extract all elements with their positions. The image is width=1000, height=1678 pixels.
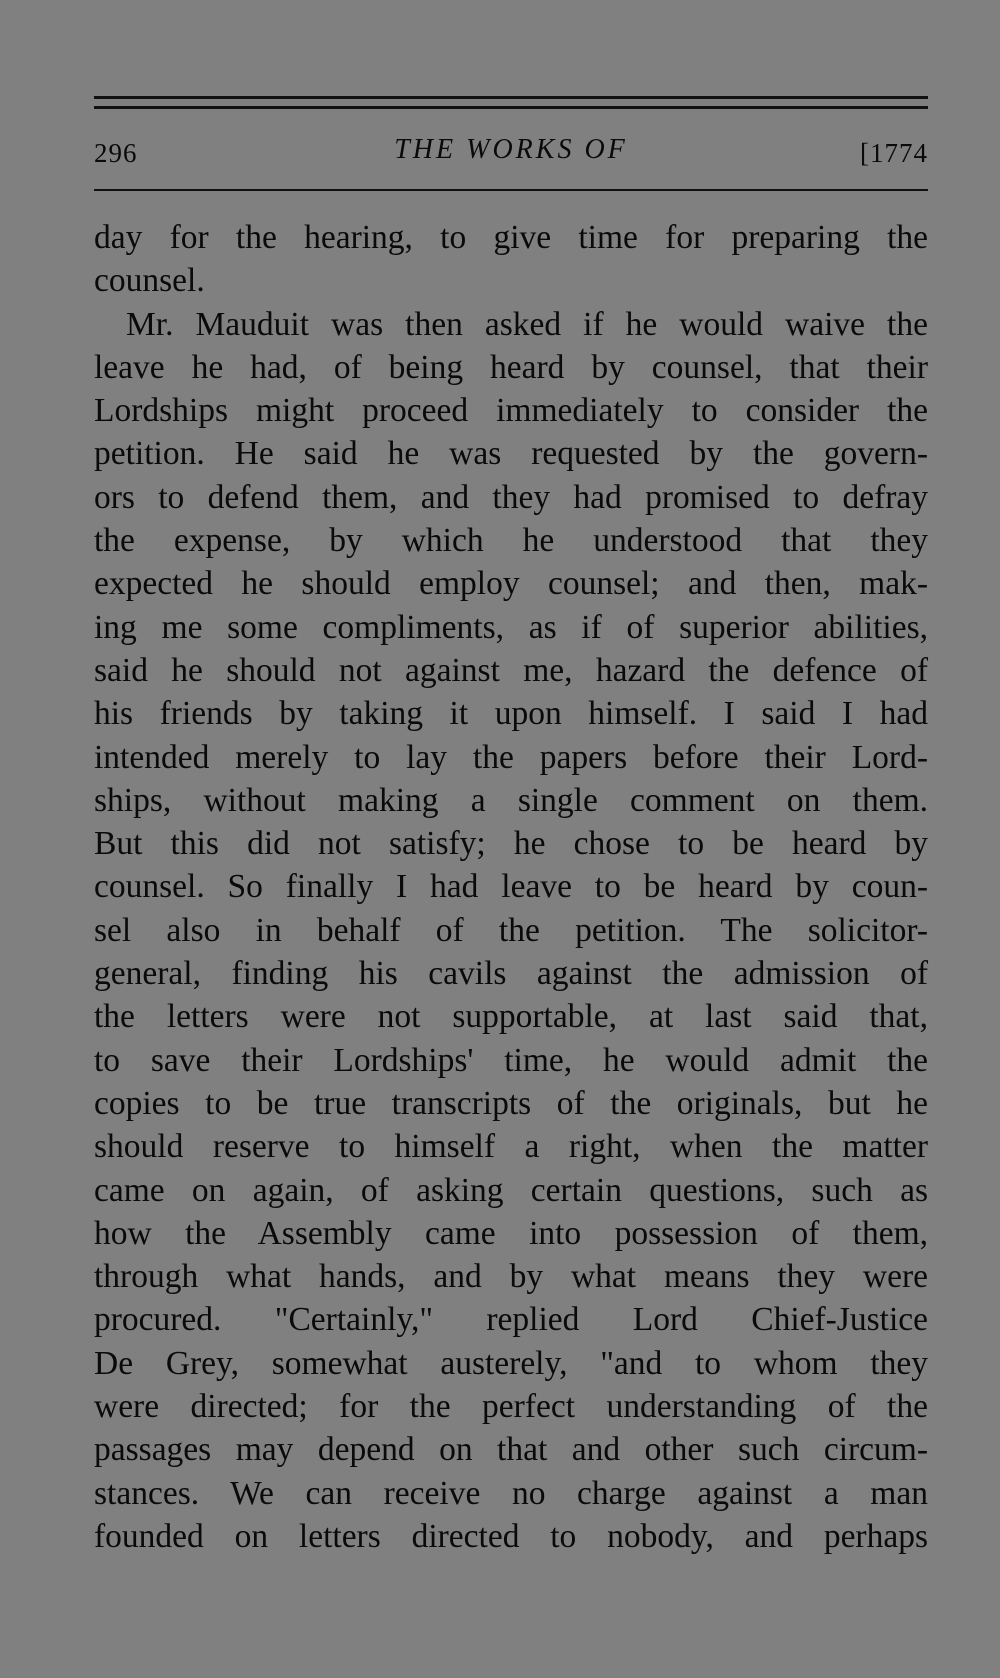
text-line: founded on letters directed to nobody, and perhaps (94, 1517, 928, 1555)
text-line: the expense, by which he understood that they (94, 522, 928, 560)
text-line: through what hands, and by what means they were (94, 1258, 928, 1296)
text-line: counsel. (94, 262, 205, 300)
text-line: said he should not against me, hazard the defence of (94, 651, 928, 689)
text-line: stances. We can receive no charge against a man (94, 1474, 928, 1512)
page-number: 296 (94, 138, 138, 168)
text-line: intended merely to lay the papers before their Lord- (94, 738, 928, 776)
text-line: should reserve to himself a right, when the matter (94, 1128, 928, 1166)
text-line: day for the hearing, to give time for preparing the (94, 219, 928, 256)
header-rule-top (94, 96, 928, 99)
text-line: Mr. Mauduit was then asked if he would waive the (126, 305, 928, 343)
running-head (94, 134, 928, 174)
text-line: came on again, of asking certain questions, such as (94, 1171, 928, 1209)
text-line: Lordships might proceed immediately to consider the (94, 392, 928, 430)
text-line: ships, without making a single comment on them. (94, 781, 928, 819)
text-line: But this did not satisfy; he chose to be heard by (94, 825, 928, 863)
header-rule-bottom (94, 189, 928, 191)
text-line: procured. "Certainly," replied Lord Chief-Justice (94, 1301, 928, 1339)
text-line: expected he should employ counsel; and then, mak- (94, 565, 928, 603)
header-year: [1774 (860, 138, 928, 168)
text-line: ors to defend them, and they had promised to defray (94, 478, 928, 516)
text-line: De Grey, somewhat austerely, "and to whom they (94, 1344, 928, 1382)
text-line: ing me some compliments, as if of superior abilities, (94, 608, 928, 646)
text-line: to save their Lordships' time, he would admit the (94, 1041, 928, 1079)
text-line: sel also in behalf of the petition. The solicitor- (94, 911, 928, 949)
body-text (94, 216, 928, 1558)
text-line: his friends by taking it upon himself. I said I had (94, 695, 928, 733)
running-title: THE WORKS OF (394, 134, 628, 165)
text-line: were directed; for the perfect understanding of the (94, 1388, 928, 1426)
header-rule-second (94, 106, 928, 109)
text-line: petition. He said he was requested by the govern- (94, 435, 928, 473)
text-line: how the Assembly came into possession of them, (94, 1214, 928, 1252)
text-line: general, finding his cavils against the admission of (94, 955, 928, 993)
text-line: the letters were not supportable, at last said that, (94, 998, 928, 1036)
book-page (94, 0, 928, 1678)
text-line: counsel. So finally I had leave to be heard by coun- (94, 868, 928, 906)
text-line: copies to be true transcripts of the originals, but he (94, 1084, 928, 1122)
text-line: leave he had, of being heard by counsel, that their (94, 348, 928, 386)
text-line: passages may depend on that and other such circum- (94, 1431, 928, 1469)
